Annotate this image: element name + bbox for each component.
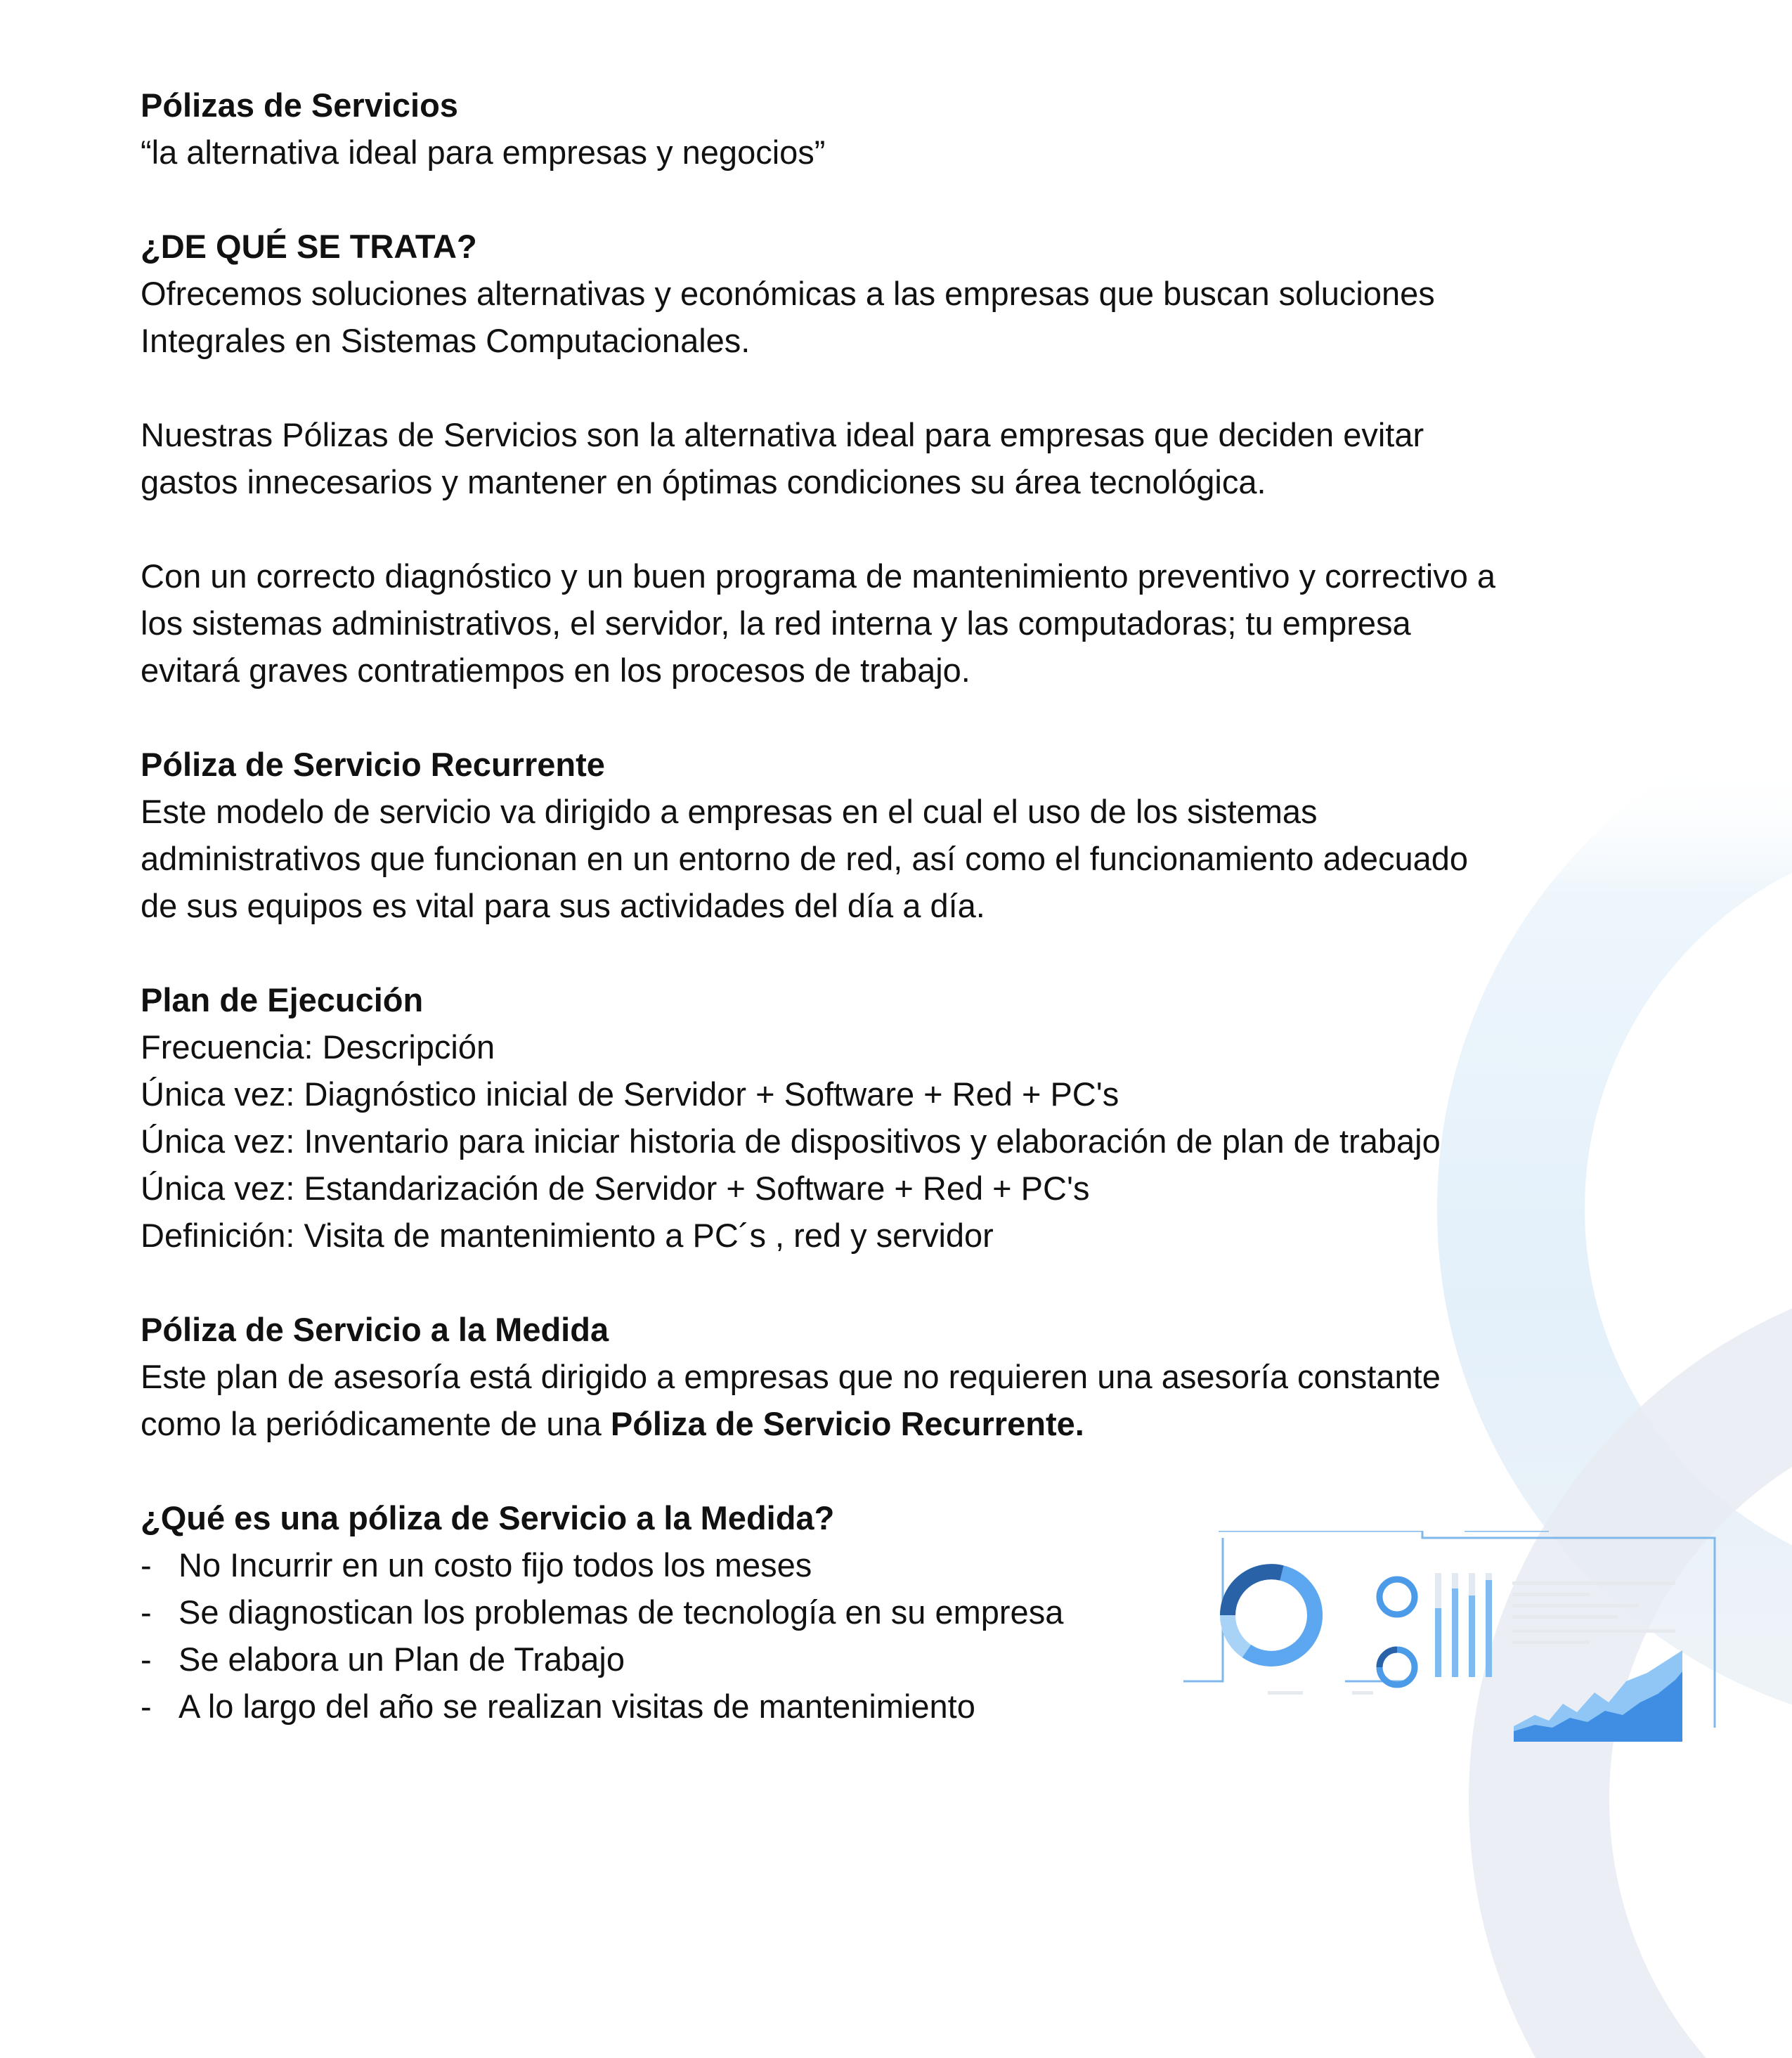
list-item	[141, 1541, 1651, 1588]
paragraph-line: Este plan de asesoría está dirigido a empresas que no requieren una asesoría constante	[141, 1358, 1441, 1395]
list-item-text: Se diagnostican los problemas de tecnología en su empresa	[178, 1593, 1064, 1631]
plan-line: Única vez: Inventario para iniciar historia de dispositivos y elaboración de plan de trabajo	[141, 1122, 1441, 1160]
benefits-list	[141, 1541, 1651, 1730]
document-title: Pólizas de Servicios	[141, 86, 458, 124]
paragraph-line: gastos innecesarios y mantener en óptimas condiciones su área tecnológica.	[141, 463, 1266, 500]
bullet-dash: -	[141, 1688, 152, 1725]
heading-servicio-recurrente: Póliza de Servicio Recurrente	[141, 746, 605, 783]
list-item-text: No Incurrir en un costo fijo todos los meses	[178, 1546, 812, 1584]
paragraph-line: Ofrecemos soluciones alternativas y económicas a las empresas que buscan soluciones	[141, 275, 1435, 312]
list-item	[141, 1636, 1651, 1683]
list-item-text: A lo largo del año se realizan visitas de mantenimiento	[178, 1688, 975, 1725]
list-item	[141, 1588, 1651, 1636]
paragraph-line: Con un correcto diagnóstico y un buen programa de mantenimiento preventivo y correctivo a	[141, 557, 1496, 595]
bullet-dash: -	[141, 1593, 152, 1631]
paragraph-line-with-emphasis	[141, 1400, 1651, 1447]
plan-line: Frecuencia: Descripción	[141, 1028, 495, 1066]
paragraph-line: administrativos que funcionan en un entorno de red, así como el funcionamiento adecuado	[141, 840, 1469, 877]
plan-line: Definición: Visita de mantenimiento a PC´s , red y servidor	[141, 1217, 994, 1254]
paragraph-text: como la periódicamente de una	[141, 1405, 611, 1442]
list-item	[141, 1683, 1651, 1730]
heading-que-es-poliza-a-la-medida: ¿Qué es una póliza de Servicio a la Medida?	[141, 1499, 835, 1536]
heading-plan-ejecucion: Plan de Ejecución	[141, 981, 424, 1018]
bullet-dash: -	[141, 1640, 152, 1678]
plan-line: Única vez: Diagnóstico inicial de Servidor + Software + Red + PC's	[141, 1075, 1119, 1113]
heading-servicio-a-la-medida: Póliza de Servicio a la Medida	[141, 1311, 609, 1348]
bullet-dash: -	[141, 1546, 152, 1584]
list-item-text: Se elabora un Plan de Trabajo	[178, 1640, 625, 1678]
document-body	[141, 82, 1651, 1730]
heading-de-que-se-trata: ¿DE QUÉ SE TRATA?	[141, 228, 477, 265]
paragraph-line: Integrales en Sistemas Computacionales.	[141, 322, 751, 359]
paragraph-line: los sistemas administrativos, el servidor, la red interna y las computadoras; tu empresa	[141, 604, 1411, 642]
paragraph-line: Nuestras Pólizas de Servicios son la alternativa ideal para empresas que deciden evitar	[141, 416, 1424, 453]
document-tagline: “la alternativa ideal para empresas y negocios”	[141, 134, 826, 171]
paragraph-line: de sus equipos es vital para sus actividades del día a día.	[141, 887, 985, 924]
emphasis-text: Póliza de Servicio Recurrente.	[610, 1405, 1084, 1442]
paragraph-line: evitará graves contratiempos en los procesos de trabajo.	[141, 652, 970, 689]
plan-line: Única vez: Estandarización de Servidor + Software + Red + PC's	[141, 1170, 1090, 1207]
paragraph-line: Este modelo de servicio va dirigido a empresas en el cual el uso de los sistemas	[141, 793, 1318, 830]
